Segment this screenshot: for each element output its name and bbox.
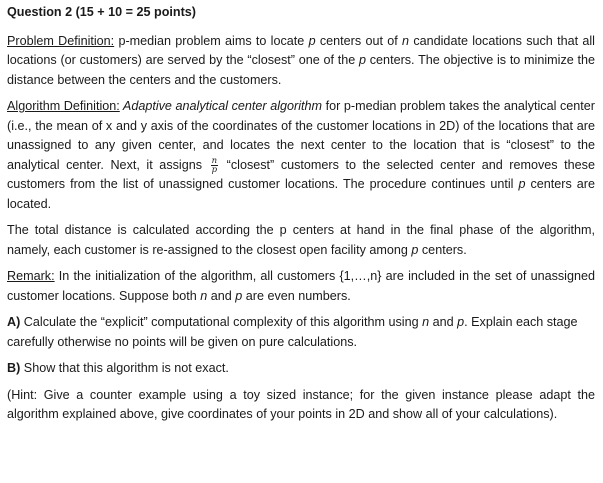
var-p: p bbox=[359, 53, 367, 67]
part-b-paragraph bbox=[7, 359, 595, 379]
var-n: n bbox=[200, 288, 208, 303]
text-segment: In the initialization of the algorithm, all customers {1,…,n} are included in the set of unassigned customer locations. Suppose both bbox=[7, 269, 595, 303]
text-segment: Calculate the “explicit” computational complexity of this algorithm using bbox=[20, 315, 423, 329]
text-segment: centers. bbox=[418, 242, 467, 257]
algorithm-name: Adaptive analytical center algorithm bbox=[119, 99, 323, 113]
text-segment: centers. The objective is to minimize the distance between the centers and the customers. bbox=[7, 53, 595, 87]
hint-paragraph bbox=[7, 386, 595, 425]
text-segment: candidate locations such that all locations (or customers) are served by the “closest” one of the bbox=[7, 33, 595, 67]
text-segment: The total distance is calculated according the p centers at hand in the final phase of the algorithm, namely, each customer is re-assigned to the closest open facility among bbox=[7, 223, 595, 257]
var-p: p bbox=[518, 177, 526, 191]
text-segment: “closest” customers to the selected center and removes these customers from the list of unassigned customer locations. The procedure continues until bbox=[7, 157, 595, 191]
hint-text: (Hint: Give a counter example using a toy sized instance; for the given instance please adapt the algorithm explained above, give coordinates of your points in 2D and show all of your calculations). bbox=[7, 387, 595, 421]
n-over-p-fraction bbox=[211, 157, 218, 174]
text-segment: p-median problem aims to locate bbox=[114, 33, 309, 48]
total-distance-paragraph bbox=[7, 221, 595, 260]
remark-label: Remark: bbox=[7, 269, 55, 283]
var-n: n bbox=[422, 315, 430, 329]
text-segment: centers are located. bbox=[7, 177, 595, 211]
problem-definition-label: Problem Definition: bbox=[7, 33, 115, 48]
text-segment: . Explain each stage carefully otherwise no points will be given on pure calculations. bbox=[7, 315, 578, 349]
algorithm-definition-label: Algorithm Definition: bbox=[7, 99, 120, 113]
text-segment: centers out of bbox=[315, 33, 403, 48]
text-segment: and bbox=[429, 315, 458, 329]
fraction-numerator: n bbox=[211, 155, 218, 166]
problem-definition-paragraph bbox=[7, 32, 595, 91]
fraction-denominator: p bbox=[211, 164, 218, 175]
var-p: p bbox=[235, 288, 243, 303]
var-p: p bbox=[411, 242, 419, 257]
algorithm-definition-paragraph bbox=[7, 97, 595, 214]
var-p: p bbox=[457, 315, 465, 329]
var-n: n bbox=[402, 33, 410, 48]
part-a-label: A) bbox=[7, 315, 21, 329]
text-segment: and bbox=[207, 288, 236, 303]
remark-paragraph bbox=[7, 267, 595, 306]
text-segment: are even numbers. bbox=[242, 288, 351, 303]
var-p: p bbox=[308, 33, 316, 48]
text-segment: Show that this algorithm is not exact. bbox=[20, 361, 229, 375]
part-a-paragraph bbox=[7, 313, 595, 352]
question-title: Question 2 (15 + 10 = 25 points) bbox=[7, 5, 196, 19]
text-segment: for p-median problem takes the analytical center (i.e., the mean of x and y axis of the coordinates of the customer locations in 2D) of the locations that are unassigned to any given center, and locates the next center to the location that is “closest” to the analytical center. Next, it assigns bbox=[7, 99, 595, 172]
part-b-label: B) bbox=[7, 361, 21, 375]
